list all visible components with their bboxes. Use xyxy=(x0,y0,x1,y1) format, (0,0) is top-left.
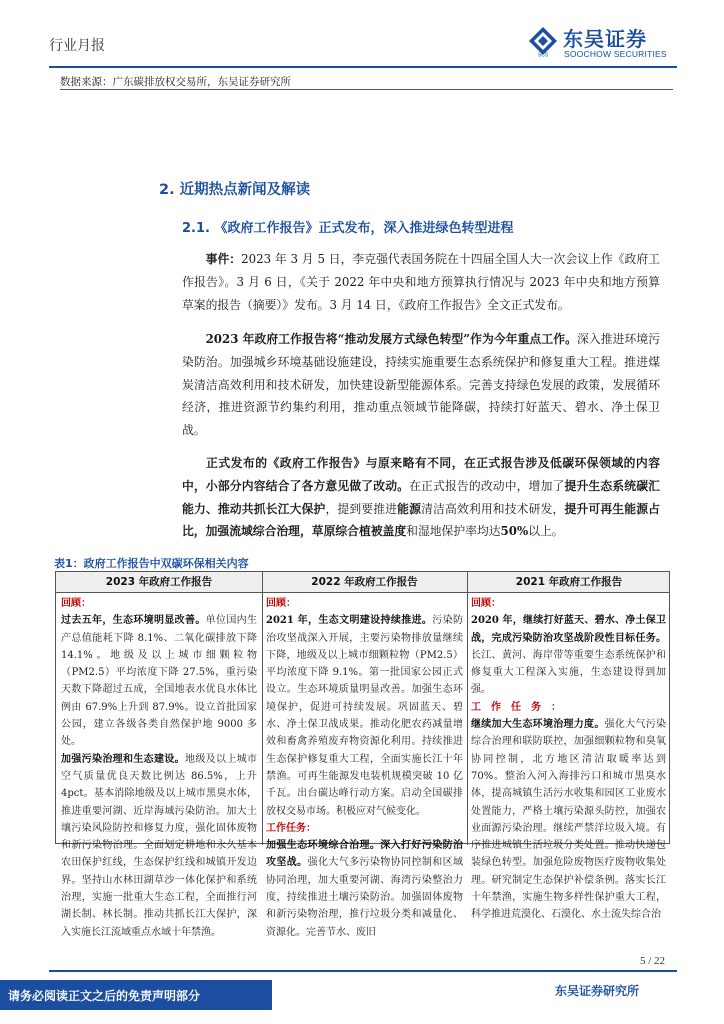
event-body: 2023 年 3 月 5 日，李克强代表国务院在十四届全国人大一次会议上作《政府工作报告》。3 月 6 日，《关于 2022 年中央和地方预算执行情况与 2023 年中央和地方预算草案的报告（摘要）》发布。3 月 14 日，《政府工作报告》全文正式发布。 xyxy=(182,252,660,312)
review-label: 回顾： xyxy=(471,598,501,609)
section-heading: 2. 近期热点新闻及解读 xyxy=(159,182,311,198)
paragraph-changes: 正式发布的《政府工作报告》与原来略有不同，在正式报告涉及低碳环保领域的内容中，小部分内容结合了各方意见做了改动。在正式报告的改动中，增加了提升生态系统碳汇能力、推动共抓长江大保护，提到要推进能源清洁高效利用和技术研发，提升可再生能源占比，加强流域综合治理，草原综合植被盖度和湿地保护率均达50%以上。 xyxy=(182,456,660,539)
report-lead: 2023 年政府工作报告将“推动发展方式绿色转型”作为今年重点工作。 xyxy=(205,332,577,346)
column-divider xyxy=(262,572,263,845)
cell-2023: 回顾： 过去五年，生态环境明显改善。单位国内生产总值能耗下降 8.1%、二氧化碳排放下降14.1%。地级及以上城市细颗粒物（PM2.5）平均浓度下降 27.5%，重污染天数下降超过五成，全国地表水优良水体比例由 67.9%上升到 87.9%。设立首批国家公园，建立各级各类自然保护地 9000 多处。 加强污染治理和生态建设。地级及以上城市空气质量优良天数比例达 86.5%，上升 4pct。基本消除地级及以上城市黑臭水体，推进重要河湖、近岸海域污染防治。加大土壤污染风险防控和修复力度，强化固体废物和新污染物治理。全面划定耕地和永久基本农田保护红线，生态保护红线和城镇开发边界。坚持山水林田湖草沙一体化保护和系统治理，实施一批重大生态工程，全面推行河湖长制、林长制。推动共抓长江大保护，深入实施长江流域重点水域十年禁渔。 xyxy=(61,595,257,845)
data-source-note: 数据来源：广东碳排放权交易所，东吴证券研究所 xyxy=(60,76,291,88)
cell-2022: 回顾： 2021 年，生态文明建设持续推进。污染防治攻坚战深入开展，主要污染物排放量继续下降，地级及以上城市细颗粒物（PM2.5）平均浓度下降 9.1%。第一批国家公园正式设立。生态环境质量明显改善。加强生态环境保护，促进可持续发展。巩固蓝天、碧水、净土保卫战成果。推动化肥农药减量增效和畜禽养殖废弃物资源化利用。持续推进生态保护修复重大工程，全面实施长江十年禁渔。可再生能源发电装机规模突破 10 亿千瓦。出台碳达峰行动方案。启动全国碳排放权交易市场。积极应对气候变化。 工作任务： 加强生态环境综合治理。深入打好污染防治攻坚战。强化大气多污染物协同控制和区域协同治理，加大重要河湖、海湾污染整治力度，持续推进土壤污染防治。加强固体废物和新污染物治理，推行垃圾分类和减量化、资源化。完善节水、废旧 xyxy=(266,595,463,845)
header-2022: 2022 年政府工作报告 xyxy=(311,576,418,588)
work-label: 工作任务： xyxy=(471,701,571,713)
footer-rule xyxy=(49,970,677,972)
disclaimer-banner xyxy=(0,980,272,1010)
event-lead: 事件： xyxy=(205,252,242,266)
source-rule xyxy=(60,89,673,90)
header-2021: 2021 年政府工作报告 xyxy=(515,576,623,588)
changes-lead: 正式发布的《政府工作报告》与原来略有不同，在正式报告涉及低碳环保领域的内容中，小部分内容结合了各方意见做了改动。 xyxy=(182,456,660,493)
table-header-row xyxy=(56,572,669,593)
header-2023: 2023 年政府工作报告 xyxy=(105,576,213,588)
logo-chinese-name: 东吴证券 xyxy=(563,27,647,51)
paragraph-2023-report xyxy=(182,328,660,442)
cell-2021: 回顾： 2020 年，继续打好蓝天、碧水、净土保卫战，完成污染防治攻坚战阶段性目标任务。长江、黄河、海岸带等重要生态系统保护和修复重大工程深入实施，生态建设得到加强。 工作任务： 继续加大生态环境治理力度。强化大气污染综合治理和联防联控，加强细颗粒物和臭氧协同控制，北方地区清洁取暖率达到 70%。整治入河入海排污口和城市黑臭水体，提高城镇生活污水收集和园区工业废水处置能力，严格土壤污染源头防控，加强农业面源污染治理。继续严禁洋垃圾入境。有序推进城镇生活垃圾分类处置。推动快递包装绿色转型。加强危险废物医疗废物收集处理。研究制定生态保护补偿条例。落实长江十年禁渔，实施生物多样性保护重大工程，科学推进荒漠化、石漠化、水土流失综合治 xyxy=(471,595,666,845)
report-body: 深入推进环境污染防治。加强城乡环境基础设施建设，持续实施重要生态系统保护和修复重大工程。推进煤炭清洁高效利用和技术研发，加快建设新型能源体系。完善支持绿色发展的政策，发展循环经济，推进资源节约集约利用，推动重点领域节能降碳，持续打好蓝天、碧水、净土保卫战。 xyxy=(182,332,660,438)
table-title: 表1：政府工作报告中双碳环保相关内容 xyxy=(54,557,249,570)
work-label: 工作任务： xyxy=(266,822,316,834)
review-label: 回顾： xyxy=(266,598,296,609)
company-logo xyxy=(527,23,677,63)
policy-comparison-table xyxy=(55,571,670,938)
report-type-label: 行业月报 xyxy=(49,38,105,54)
paragraph-event xyxy=(182,248,660,316)
subsection-heading: 2.1. 《政府工作报告》正式发布，深入推进绿色转型进程 xyxy=(182,221,514,236)
header-rule xyxy=(49,66,677,68)
logo-mark-icon xyxy=(527,25,559,57)
review-label: 回顾： xyxy=(61,598,91,609)
column-divider xyxy=(467,572,468,845)
logo-english-name: SOOCHOW SECURITIES xyxy=(564,49,667,59)
disclaimer-text: 请务必阅读正文之后的免责声明部分 xyxy=(8,989,201,1003)
logo-mark-text: SCS xyxy=(537,52,549,59)
footer-organization: 东吴证券研究所 xyxy=(555,984,640,998)
page-number: 5 / 22 xyxy=(640,955,666,967)
